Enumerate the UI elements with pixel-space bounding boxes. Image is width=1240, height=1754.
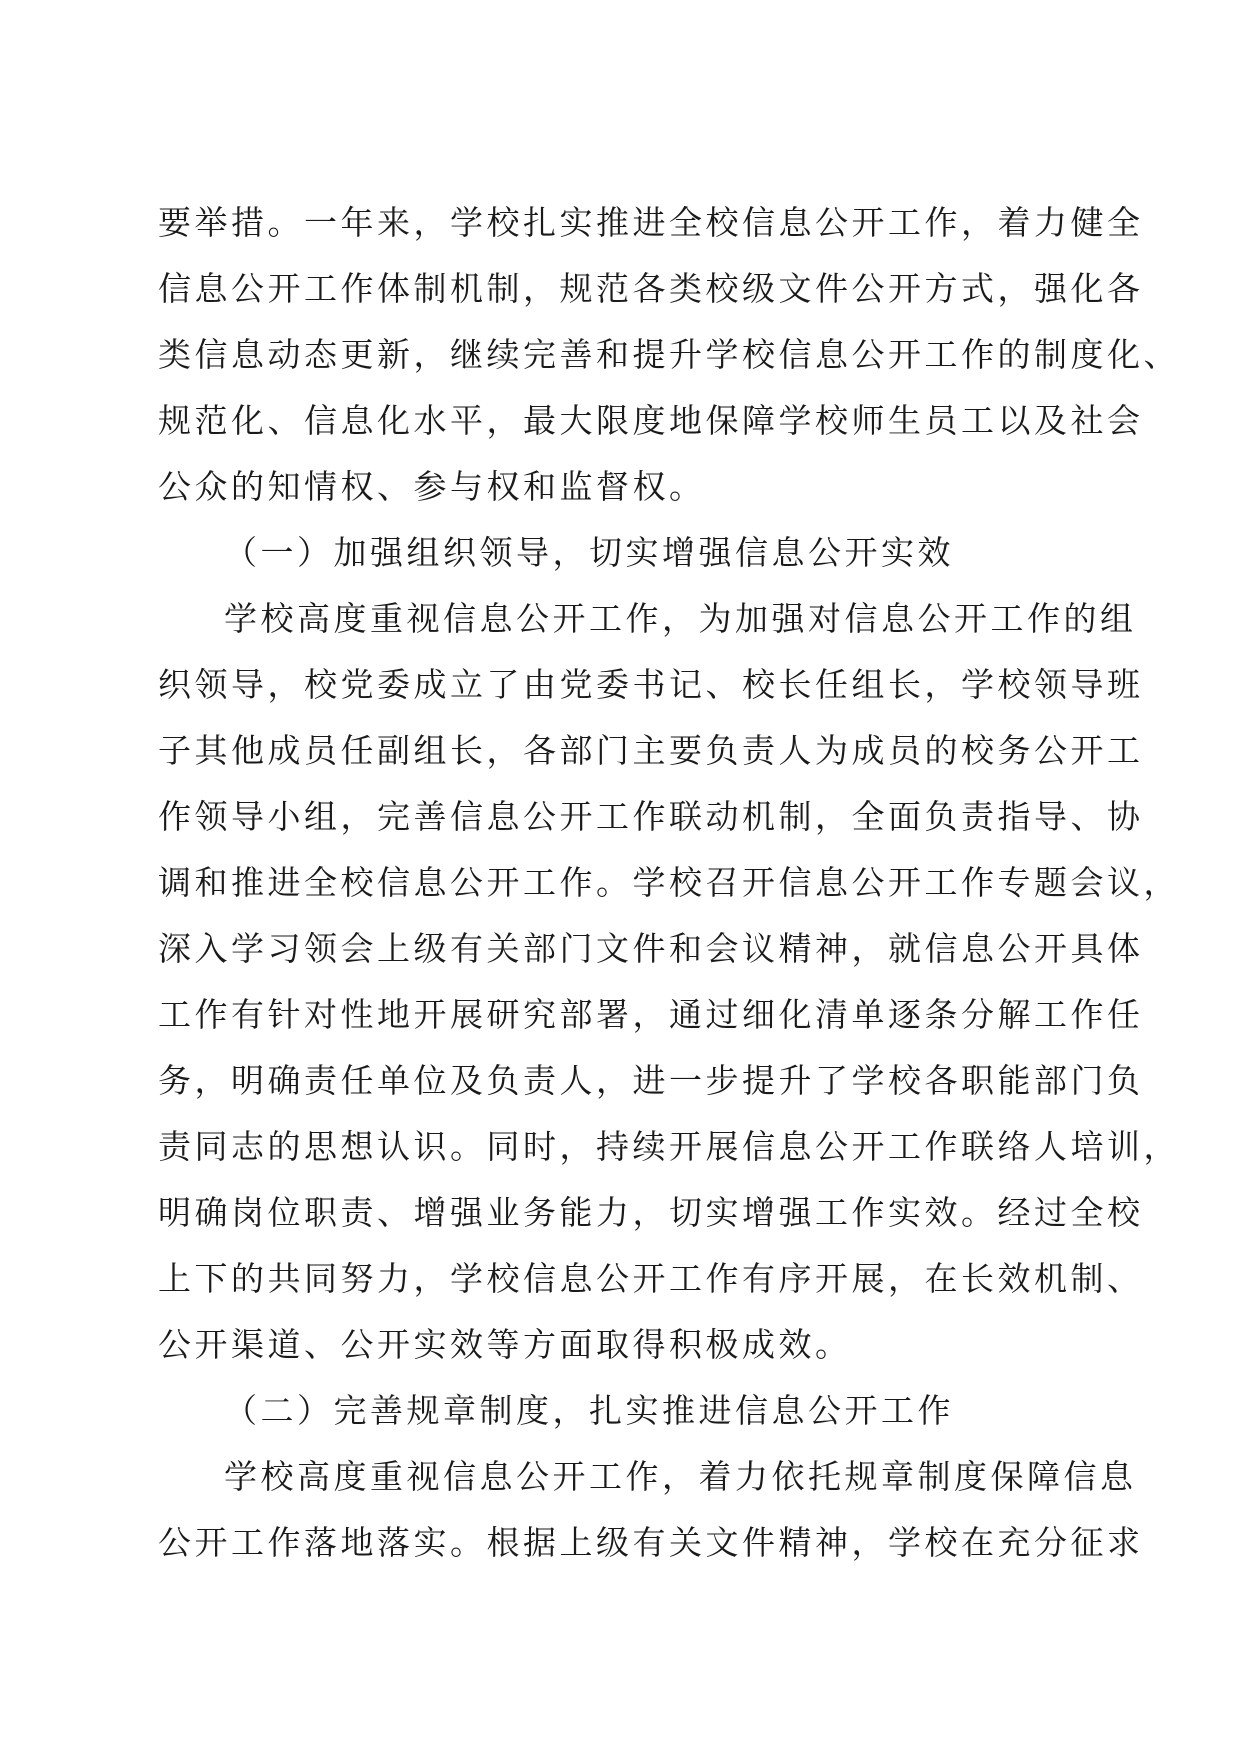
text-line: 责同志的思想认识。同时，持续开展信息公开工作联络人培训， bbox=[158, 1127, 1180, 1166]
text-line: 子其他成员任副组长，各部门主要负责人为成员的校务公开工 bbox=[158, 731, 1144, 770]
text-line: 务，明确责任单位及负责人，进一步提升了学校各职能部门负 bbox=[158, 1061, 1144, 1100]
text-line: 公开工作落地落实。根据上级有关文件精神，学校在充分征求 bbox=[158, 1523, 1144, 1562]
paragraph-organization bbox=[158, 586, 1180, 1378]
text-line: 织领导，校党委成立了由党委书记、校长任组长，学校领导班 bbox=[158, 665, 1144, 704]
text-line: 学校高度重视信息公开工作，为加强对信息公开工作的组 bbox=[224, 599, 1137, 638]
paragraph-regulations bbox=[158, 1444, 1144, 1576]
text-line: 信息公开工作体制机制，规范各类校级文件公开方式，强化各 bbox=[158, 269, 1144, 308]
text-line: 类信息动态更新，继续完善和提升学校信息公开工作的制度化、 bbox=[158, 335, 1180, 374]
text-line: 调和推进全校信息公开工作。学校召开信息公开工作专题会议， bbox=[158, 863, 1180, 902]
text-line: 要举措。一年来，学校扎实推进全校信息公开工作，着力健全 bbox=[158, 203, 1144, 242]
text-line: 明确岗位职责、增强业务能力，切实增强工作实效。经过全校 bbox=[158, 1193, 1144, 1232]
paragraph-intro bbox=[158, 190, 1180, 520]
document-body bbox=[158, 190, 1180, 1576]
text-line: 规范化、信息化水平，最大限度地保障学校师生员工以及社会 bbox=[158, 401, 1144, 440]
section-heading-2: （二）完善规章制度，扎实推进信息公开工作 bbox=[224, 1391, 954, 1430]
text-line: 学校高度重视信息公开工作，着力依托规章制度保障信息 bbox=[224, 1457, 1137, 1496]
text-line: 作领导小组，完善信息公开工作联动机制，全面负责指导、协 bbox=[158, 797, 1144, 836]
text-line: 公众的知情权、参与权和监督权。 bbox=[158, 467, 706, 506]
text-line: 上下的共同努力，学校信息公开工作有序开展，在长效机制、 bbox=[158, 1259, 1144, 1298]
text-line: 公开渠道、公开实效等方面取得积极成效。 bbox=[158, 1325, 852, 1364]
text-line: 深入学习领会上级有关部门文件和会议精神，就信息公开具体 bbox=[158, 929, 1144, 968]
section-heading-1: （一）加强组织领导，切实增强信息公开实效 bbox=[224, 533, 954, 572]
text-line: 工作有针对性地开展研究部署，通过细化清单逐条分解工作任 bbox=[158, 995, 1144, 1034]
